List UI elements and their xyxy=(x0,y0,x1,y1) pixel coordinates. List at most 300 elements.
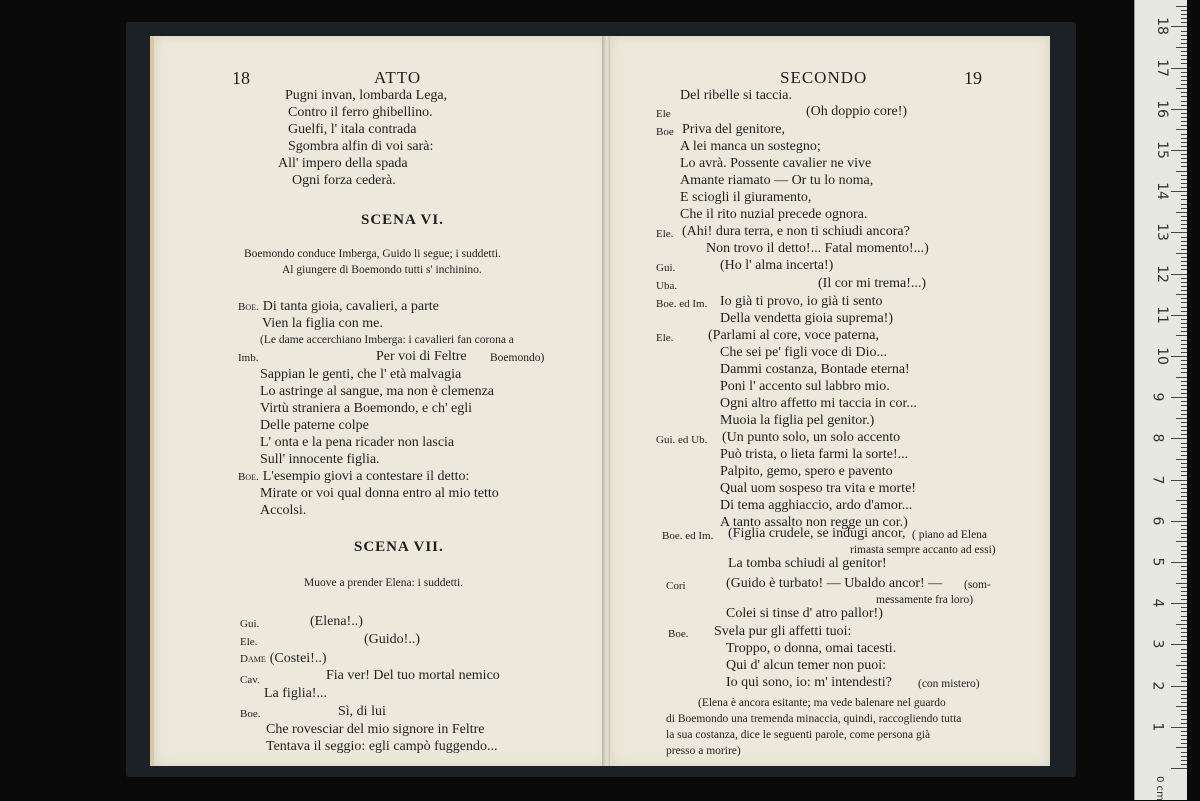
ruler-tick xyxy=(1176,377,1187,378)
ruler-tick xyxy=(1181,360,1187,361)
ruler-tick xyxy=(1181,138,1187,139)
ruler-tick xyxy=(1176,747,1187,748)
ruler-tick xyxy=(1181,96,1187,97)
ruler-number: 7 xyxy=(1149,475,1166,485)
dialogue-line: Che il rito nuzial precede ognora. xyxy=(680,207,868,222)
dialogue-line: Accolsi. xyxy=(260,503,307,518)
ruler-tick xyxy=(1181,690,1187,691)
ruler-tick xyxy=(1181,183,1187,184)
ruler-tick xyxy=(1181,611,1187,612)
ruler-tick xyxy=(1181,298,1187,299)
ruler-tick xyxy=(1181,265,1187,266)
ruler-tick xyxy=(1181,216,1187,217)
dialogue-line: Sì, di lui xyxy=(338,704,386,719)
ruler-tick xyxy=(1181,385,1187,386)
dialogue-line: Delle paterne colpe xyxy=(260,418,369,433)
dialogue-line: Qui d' alcun temer non puoi: xyxy=(726,658,886,673)
ruler-tick xyxy=(1171,727,1187,728)
ruler-tick xyxy=(1181,245,1187,246)
stage-direction: (Elena è ancora esitante; ma vede balenare nel guardo xyxy=(698,697,946,709)
ruler-tick xyxy=(1176,294,1187,295)
ruler-tick xyxy=(1171,438,1187,439)
ruler-tick xyxy=(1181,447,1187,448)
ruler-tick xyxy=(1176,624,1187,625)
ruler-tick xyxy=(1181,496,1187,497)
speaker-label: Ele. xyxy=(656,332,674,344)
speaker-label: Ele. xyxy=(240,636,258,648)
ruler-tick xyxy=(1171,686,1187,687)
dialogue-line: Sappian le genti, che l' età malvagia xyxy=(260,367,462,382)
stage-direction: di Boemondo una tremenda minaccia, quindi, raccogliendo tutta xyxy=(666,713,962,725)
ruler-tick xyxy=(1181,434,1187,435)
stage-direction: Al giungere di Boemondo tutti s' inchinino. xyxy=(282,264,482,276)
ruler-tick xyxy=(1181,146,1187,147)
dialogue-line: Del ribelle si taccia. xyxy=(680,88,792,103)
ruler-tick xyxy=(1181,537,1187,538)
ruler-tick xyxy=(1181,43,1187,44)
ruler-tick xyxy=(1181,529,1187,530)
ruler-tick xyxy=(1181,105,1187,106)
ruler-tick xyxy=(1181,154,1187,155)
ruler-number: 4 xyxy=(1149,598,1166,608)
speaker-label: Cav. xyxy=(240,674,260,686)
ruler-tick xyxy=(1181,204,1187,205)
ruler-tick xyxy=(1181,455,1187,456)
dialogue-line: Lo astringe al sangue, ma non è clemenza xyxy=(260,384,495,399)
ruler-tick xyxy=(1181,661,1187,662)
ruler-tick xyxy=(1181,756,1187,757)
ruler-tick xyxy=(1181,492,1187,493)
ruler-tick xyxy=(1181,319,1187,320)
running-head: SECONDO xyxy=(780,68,868,87)
speaker-label: Dame xyxy=(240,653,266,665)
dialogue-line: Lo avrà. Possente cavalier ne vive xyxy=(680,156,872,171)
ruler-tick xyxy=(1171,644,1187,645)
dialogue-line: A lei manca un sostegno; xyxy=(680,139,821,154)
left-page xyxy=(150,36,609,766)
ruler-tick xyxy=(1181,261,1187,262)
ruler-tick xyxy=(1181,76,1187,77)
speaker-label: Imb. xyxy=(238,352,259,364)
ruler-tick xyxy=(1181,113,1187,114)
stage-direction: messamente fra loro) xyxy=(876,594,974,606)
ruler-tick xyxy=(1181,35,1187,36)
ruler-tick xyxy=(1181,92,1187,93)
ruler-tick xyxy=(1181,368,1187,369)
ruler-tick xyxy=(1181,591,1187,592)
ruler-tick xyxy=(1181,669,1187,670)
page-number: 18 xyxy=(232,68,250,88)
ruler-tick xyxy=(1181,249,1187,250)
dialogue-line: Muoia la figlia pel genitor.) xyxy=(720,413,875,428)
ruler-tick xyxy=(1181,134,1187,135)
dialogue-line: Svela pur gli affetti tuoi: xyxy=(714,624,852,639)
ruler-tick xyxy=(1181,389,1187,390)
dialogue-line: (Ahi! dura terra, e non ti schiudi ancora? xyxy=(682,224,910,239)
dialogue-line: (Il cor mi trema!...) xyxy=(818,276,927,291)
stage-direction: rimasta sempre accanto ad essi) xyxy=(850,544,996,556)
ruler-tick xyxy=(1181,401,1187,402)
ruler-tick xyxy=(1181,681,1187,682)
ruler-tick xyxy=(1181,228,1187,229)
ruler-tick xyxy=(1181,179,1187,180)
ruler-tick xyxy=(1181,752,1187,753)
ruler-tick xyxy=(1181,653,1187,654)
ruler-tick xyxy=(1181,166,1187,167)
ruler-tick xyxy=(1176,335,1187,336)
dialogue-line: Io già ti provo, io già ti sento xyxy=(720,294,883,309)
ruler-tick xyxy=(1181,546,1187,547)
speaker-label: Boe. xyxy=(240,708,261,720)
ruler-tick xyxy=(1181,640,1187,641)
ruler-tick xyxy=(1181,372,1187,373)
ruler-tick xyxy=(1181,352,1187,353)
ruler-tick xyxy=(1181,760,1187,761)
ruler-tick xyxy=(1176,418,1187,419)
stage-direction: ( piano ad Elena xyxy=(912,529,988,541)
ruler-tick xyxy=(1181,18,1187,19)
ruler-number: 5 xyxy=(1149,557,1166,567)
ruler-tick xyxy=(1171,191,1187,192)
ruler-tick xyxy=(1181,162,1187,163)
ruler-tick xyxy=(1171,603,1187,604)
ruler-tick xyxy=(1181,31,1187,32)
dialogue-line: Non trovo il detto!... Fatal momento!...) xyxy=(706,241,929,256)
ruler-tick xyxy=(1181,587,1187,588)
ruler-number: 6 xyxy=(1149,516,1166,526)
ruler-tick xyxy=(1181,649,1187,650)
ruler-tick xyxy=(1171,768,1187,769)
ruler-number: 10 xyxy=(1153,347,1170,365)
ruler-tick xyxy=(1181,595,1187,596)
ruler-tick xyxy=(1181,628,1187,629)
ruler-tick xyxy=(1171,109,1187,110)
ruler-tick xyxy=(1181,578,1187,579)
ruler-tick xyxy=(1181,694,1187,695)
verse-line: Guelfi, l' itala contrada xyxy=(288,122,417,137)
ruler-tick xyxy=(1181,393,1187,394)
ruler-tick xyxy=(1176,47,1187,48)
ruler-tick xyxy=(1181,632,1187,633)
scene-title: SCENA VII. xyxy=(354,539,444,555)
dialogue-line: Per voi di Feltre xyxy=(376,349,467,364)
ruler-tick xyxy=(1176,459,1187,460)
ruler-tick xyxy=(1181,599,1187,600)
dialogue-line: (Elena!..) xyxy=(310,614,363,629)
dialogue-line: Tentava il seggio: egli campò fuggendo... xyxy=(266,739,498,754)
ruler-tick xyxy=(1181,616,1187,617)
ruler-tick xyxy=(1181,743,1187,744)
ruler-tick xyxy=(1181,195,1187,196)
ruler-tick xyxy=(1171,232,1187,233)
dialogue-line: Troppo, o donna, omai tacesti. xyxy=(726,641,897,656)
ruler-tick xyxy=(1181,739,1187,740)
dialogue-line: (Guido è turbato! — Ubaldo ancor! — xyxy=(726,576,943,591)
stage-direction: Muove a prender Elena: i suddetti. xyxy=(304,577,464,589)
dialogue-line: Amante riamato — Or tu lo noma, xyxy=(680,173,874,188)
dialogue-line: L' onta e la pena ricader non lascia xyxy=(260,435,455,450)
ruler-tick xyxy=(1181,710,1187,711)
ruler-tick xyxy=(1181,677,1187,678)
ruler-tick xyxy=(1181,566,1187,567)
ruler-number: 13 xyxy=(1153,223,1170,242)
dialogue-line: (Figlia crudele, se indugi ancor, xyxy=(728,526,906,541)
ruler-tick xyxy=(1181,533,1187,534)
ruler-tick xyxy=(1181,463,1187,464)
ruler-tick xyxy=(1181,702,1187,703)
ruler-tick xyxy=(1181,451,1187,452)
ruler-tick xyxy=(1171,397,1187,398)
ruler-tick xyxy=(1181,607,1187,608)
ruler-tick xyxy=(1181,698,1187,699)
ruler-tick xyxy=(1181,735,1187,736)
ruler-tick xyxy=(1181,719,1187,720)
ruler-tick xyxy=(1181,554,1187,555)
dialogue-line: La figlia!... xyxy=(264,686,327,701)
ruler-tick xyxy=(1181,84,1187,85)
ruler-tick xyxy=(1181,414,1187,415)
ruler-tick xyxy=(1181,117,1187,118)
ruler-tick xyxy=(1176,706,1187,707)
dialogue-line: Può trista, o lieta farmi la sorte!... xyxy=(720,447,909,462)
ruler-tick xyxy=(1181,63,1187,64)
ruler-tick xyxy=(1181,10,1187,11)
ruler-tick xyxy=(1176,212,1187,213)
stage-direction: (con mistero) xyxy=(918,678,980,690)
ruler-tick xyxy=(1181,517,1187,518)
ruler-unit-label: 0 cm xyxy=(1153,776,1165,801)
ruler-tick xyxy=(1181,290,1187,291)
dialogue-line: Che rovesciar del mio signore in Feltre xyxy=(266,722,485,737)
ruler-tick xyxy=(1181,426,1187,427)
dialogue-line: (Guido!..) xyxy=(364,632,420,647)
dialogue-line: (Un punto solo, un solo accento xyxy=(722,430,901,445)
ruler-tick xyxy=(1181,142,1187,143)
ruler-tick xyxy=(1181,187,1187,188)
dialogue-line: (Parlami al core, voce paterna, xyxy=(708,328,880,343)
dialogue-line: Ogni altro affetto mi taccia in cor... xyxy=(720,396,917,411)
measuring-ruler xyxy=(1134,0,1187,800)
stage-direction: la sua costanza, dice le seguenti parole, come persona già xyxy=(666,729,931,741)
stage-direction: Boemondo conduce Imberga, Guido li segue; i suddetti. xyxy=(244,248,501,260)
dialogue-line: Io qui sono, io: m' intendesti? xyxy=(726,675,892,690)
ruler-tick xyxy=(1181,257,1187,258)
ruler-tick xyxy=(1181,443,1187,444)
ruler-tick xyxy=(1181,286,1187,287)
ruler-tick xyxy=(1181,714,1187,715)
ruler-tick xyxy=(1171,26,1187,27)
ruler-tick xyxy=(1176,500,1187,501)
speaker-label: Uba. xyxy=(656,280,678,292)
verse-line: Contro il ferro ghibellino. xyxy=(288,105,433,120)
dialogue-line: Colei si tinse d' atro pallor!) xyxy=(726,606,883,621)
speaker-label: Boe. ed Im. xyxy=(656,298,708,310)
ruler-tick xyxy=(1176,6,1187,7)
dialogue-line: Di tanta gioia, cavalieri, a parte xyxy=(262,299,439,314)
stage-direction: presso a morire) xyxy=(666,745,741,757)
speaker-label: Ele. xyxy=(656,228,674,240)
ruler-tick xyxy=(1181,344,1187,345)
stage-direction: (som- xyxy=(964,579,991,591)
dialogue-line: Della vendetta gioia suprema!) xyxy=(720,311,893,326)
dialogue-line: L'esempio giovi a contestare il detto: xyxy=(262,469,470,484)
ruler-tick xyxy=(1171,521,1187,522)
ruler-tick xyxy=(1181,80,1187,81)
dialogue-line: Sull' innocente figlia. xyxy=(260,452,380,467)
ruler-tick xyxy=(1181,59,1187,60)
dialogue-line: Dammi costanza, Bontade eterna! xyxy=(720,362,910,377)
dialogue-line: (Costei!..) xyxy=(269,651,327,666)
ruler-tick xyxy=(1181,307,1187,308)
stage-direction: (Le dame accerchiano Imberga: i cavalieri fan corona a xyxy=(260,334,514,346)
ruler-number: 18 xyxy=(1153,17,1170,36)
ruler-tick xyxy=(1181,269,1187,270)
ruler-number: 15 xyxy=(1153,141,1170,159)
ruler-tick xyxy=(1176,171,1187,172)
dialogue-line: Fia ver! Del tuo mortal nemico xyxy=(326,668,500,683)
ruler-number: 8 xyxy=(1149,433,1166,443)
ruler-tick xyxy=(1171,150,1187,151)
ruler-tick xyxy=(1181,620,1187,621)
ruler-tick xyxy=(1181,199,1187,200)
ruler-tick xyxy=(1181,504,1187,505)
ruler-tick xyxy=(1181,405,1187,406)
ruler-number: 17 xyxy=(1153,58,1170,77)
ruler-tick xyxy=(1171,274,1187,275)
speaker-label: Ele xyxy=(656,108,671,120)
ruler-tick xyxy=(1181,224,1187,225)
ruler-number: 9 xyxy=(1149,392,1166,402)
dialogue-line: A tanto assalto non regge un cor.) xyxy=(720,515,908,530)
ruler-tick xyxy=(1181,550,1187,551)
ruler-tick xyxy=(1181,121,1187,122)
speaker-label: Boe xyxy=(656,126,674,138)
ruler-tick xyxy=(1181,278,1187,279)
speaker-label: Gui. ed Ub. xyxy=(656,434,708,446)
ruler-tick xyxy=(1181,282,1187,283)
ruler-tick xyxy=(1181,55,1187,56)
ruler-tick xyxy=(1176,665,1187,666)
ruler-tick xyxy=(1176,253,1187,254)
dialogue-line: Poni l' accento sul labbro mio. xyxy=(720,379,890,394)
ruler-tick xyxy=(1176,583,1187,584)
ruler-tick xyxy=(1181,331,1187,332)
ruler-tick xyxy=(1181,508,1187,509)
dialogue-line: Mirate or voi qual donna entro al mio tetto xyxy=(260,486,499,501)
ruler-tick xyxy=(1181,673,1187,674)
ruler-tick xyxy=(1181,525,1187,526)
ruler-tick xyxy=(1181,51,1187,52)
ruler-tick xyxy=(1181,340,1187,341)
ruler-tick xyxy=(1181,101,1187,102)
dialogue-line: Di tema agghiaccio, ardo d'amor... xyxy=(720,498,913,513)
ruler-tick xyxy=(1181,22,1187,23)
ruler-tick xyxy=(1171,315,1187,316)
ruler-tick xyxy=(1181,475,1187,476)
ruler-tick xyxy=(1181,430,1187,431)
dialogue-line: Virtù straniera a Boemondo, e ch' egli xyxy=(260,401,473,416)
ruler-tick xyxy=(1181,381,1187,382)
ruler-tick xyxy=(1181,241,1187,242)
ruler-tick xyxy=(1171,68,1187,69)
verse-line: Sgombra alfin di voi sarà: xyxy=(288,139,434,154)
ruler-tick xyxy=(1181,471,1187,472)
ruler-tick xyxy=(1181,723,1187,724)
ruler-tick xyxy=(1176,129,1187,130)
ruler-tick xyxy=(1181,513,1187,514)
page-number: 19 xyxy=(964,68,982,88)
ruler-tick xyxy=(1181,302,1187,303)
ruler-tick xyxy=(1181,158,1187,159)
dialogue-line: La tomba schiudi al genitor! xyxy=(728,556,887,571)
ruler-tick xyxy=(1181,175,1187,176)
ruler-tick xyxy=(1181,348,1187,349)
ruler-tick xyxy=(1181,570,1187,571)
speaker-label: Gui. xyxy=(656,262,676,274)
ruler-number: 16 xyxy=(1153,99,1170,118)
ruler-tick xyxy=(1181,220,1187,221)
dialogue-line: (Oh doppio core!) xyxy=(806,104,908,119)
ruler-tick xyxy=(1181,364,1187,365)
scene-title: SCENA VI. xyxy=(361,212,444,228)
dialogue-line: E sciogli il giuramento, xyxy=(680,190,812,205)
ruler-tick xyxy=(1181,311,1187,312)
ruler-tick xyxy=(1181,488,1187,489)
verse-line: Pugni invan, lombarda Lega, xyxy=(285,88,448,103)
ruler-tick xyxy=(1171,480,1187,481)
ruler-number: 2 xyxy=(1149,681,1166,691)
ruler-tick xyxy=(1181,323,1187,324)
dialogue-line: Qual uom sospeso tra vita e morte! xyxy=(720,481,916,496)
ruler-number: 11 xyxy=(1153,305,1170,324)
ruler-tick xyxy=(1181,764,1187,765)
speaker-label: Boe. xyxy=(238,301,259,313)
ruler-tick xyxy=(1176,541,1187,542)
ruler-tick xyxy=(1181,14,1187,15)
ruler-tick xyxy=(1181,574,1187,575)
speaker-label: Boe. ed Im. xyxy=(662,530,714,542)
ruler-number: 14 xyxy=(1153,182,1170,201)
running-head: ATTO xyxy=(374,68,422,87)
verse-line: Ogni forza cederà. xyxy=(292,173,396,188)
ruler-tick xyxy=(1181,410,1187,411)
dialogue-line: (Ho l' alma incerta!) xyxy=(720,258,834,273)
ruler-number: 12 xyxy=(1153,264,1170,283)
speaker-label: Cori xyxy=(666,580,686,592)
speaker-label: Boe. xyxy=(668,628,689,640)
stage-direction: Boemondo) xyxy=(490,352,545,364)
ruler-tick xyxy=(1181,39,1187,40)
ruler-tick xyxy=(1181,484,1187,485)
dialogue-line: Che sei pe' figli voce di Dio... xyxy=(720,345,887,360)
ruler-tick xyxy=(1181,636,1187,637)
ruler-tick xyxy=(1181,657,1187,658)
ruler-tick xyxy=(1171,562,1187,563)
ruler-number: 1 xyxy=(1149,722,1166,732)
right-page xyxy=(610,36,1050,766)
speaker-label: Gui. xyxy=(240,618,260,630)
ruler-tick xyxy=(1181,467,1187,468)
speaker-label: Boe. xyxy=(238,471,259,483)
ruler-tick xyxy=(1181,422,1187,423)
ruler-tick xyxy=(1181,72,1187,73)
dialogue-line: Priva del genitore, xyxy=(682,122,786,137)
ruler-tick xyxy=(1176,88,1187,89)
ruler-tick xyxy=(1181,731,1187,732)
ruler-tick xyxy=(1181,208,1187,209)
ruler-tick xyxy=(1181,237,1187,238)
ruler-tick xyxy=(1181,327,1187,328)
